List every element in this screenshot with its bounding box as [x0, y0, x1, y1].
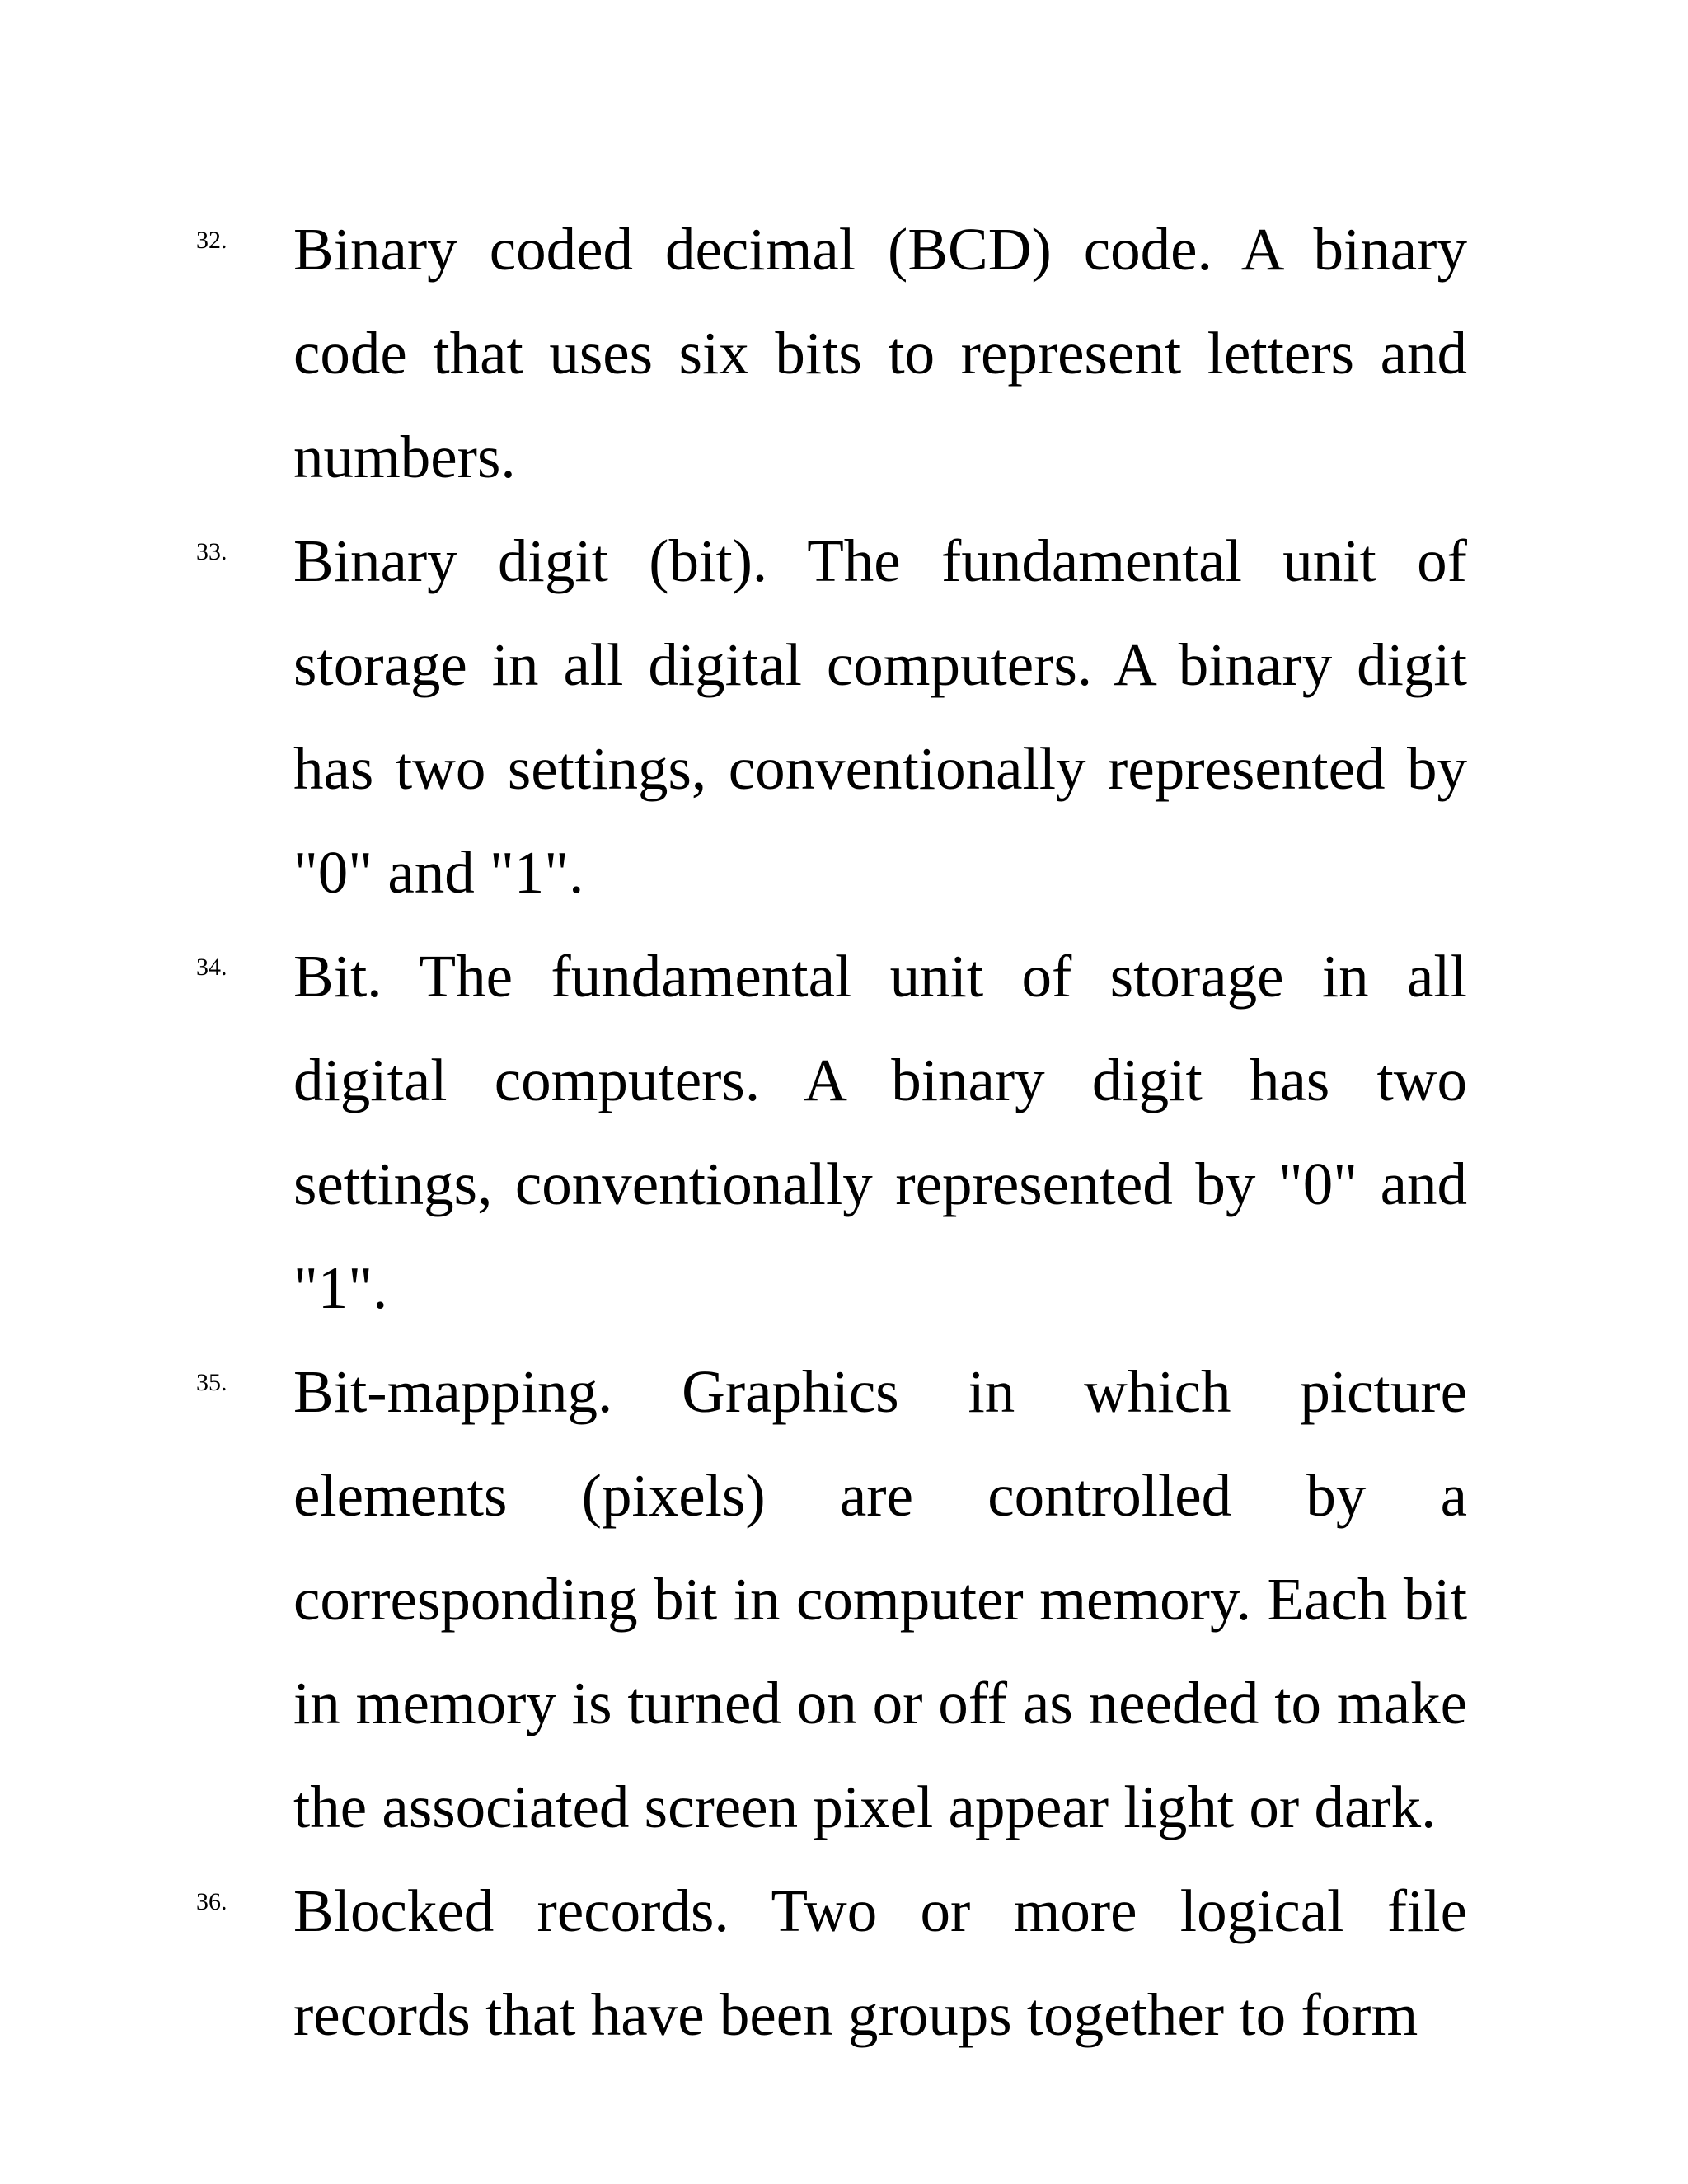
glossary-list	[0, 198, 1688, 2067]
glossary-entry-36	[196, 1859, 1467, 2067]
entry-text: Bit-mapping. Graphics in which picture elements (pixels) are controlled by a corresponding bit in computer memory. Each bit in memory is turned on or off as needed to make the associated screen pixel appear light or dark.	[293, 1358, 1467, 1840]
entry-number: 33.	[196, 538, 227, 565]
glossary-entry-35	[196, 1340, 1467, 1859]
entry-number: 34.	[196, 954, 227, 981]
glossary-entry-33	[196, 509, 1467, 925]
glossary-entry-34	[196, 925, 1467, 1340]
glossary-entry-32	[196, 198, 1467, 509]
entry-text: Bit. The fundamental unit of storage in all digital computers. A binary digit has two settings, conventionally represented by "0" and "1".	[293, 943, 1467, 1321]
entry-number: 32.	[196, 227, 227, 254]
entry-text: Binary digit (bit). The fundamental unit of storage in all digital computers. A binary digit has two settings, conventionally represented by "0" and "1".	[293, 527, 1467, 906]
entry-number: 35.	[196, 1369, 227, 1396]
entry-text: Blocked records. Two or more logical file records that have been groups together to form	[293, 1877, 1467, 2048]
entry-text: Binary coded decimal (BCD) code. A binary code that uses six bits to represent letters and numbers.	[293, 216, 1467, 490]
entry-number: 36.	[196, 1888, 227, 1915]
